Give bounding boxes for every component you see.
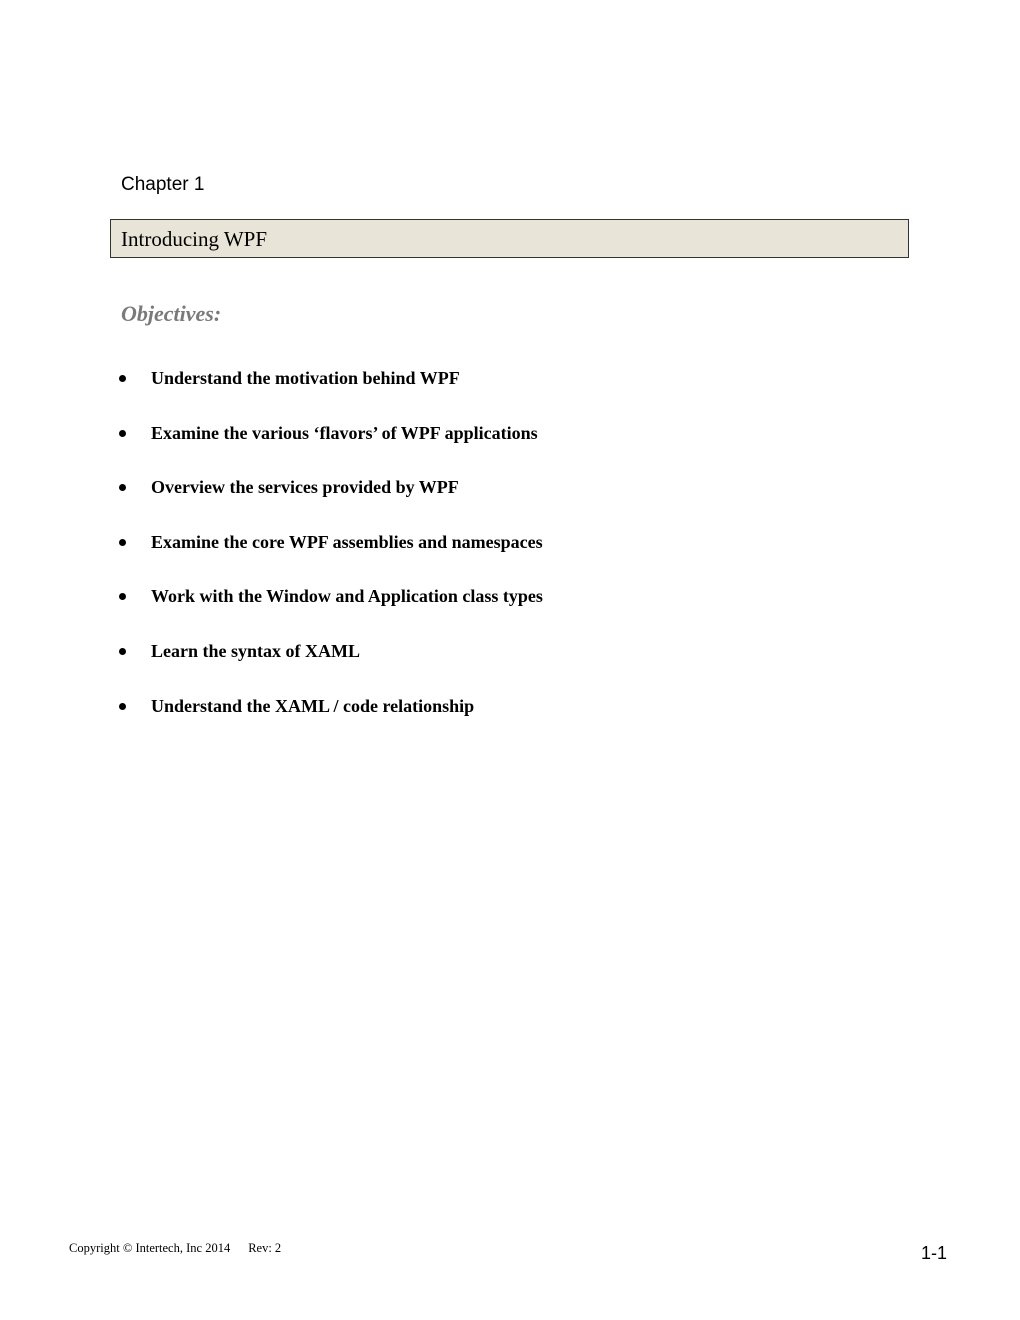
objective-text: Understand the motivation behind WPF [151, 368, 460, 388]
list-item [0, 637, 1020, 692]
bullet-icon [119, 375, 126, 382]
list-item [0, 419, 1020, 474]
chapter-title-box [110, 219, 909, 258]
objective-text: Work with the Window and Application class types [151, 586, 543, 607]
objective-text: Examine the core WPF assemblies and namespaces [151, 531, 543, 552]
objectives-list [0, 364, 1020, 746]
objective-text: Overview the services provided by WPF [151, 477, 459, 498]
footer-copyright [69, 1239, 281, 1257]
list-item [0, 528, 1020, 583]
chapter-label: Chapter 1 [121, 174, 205, 195]
revision-text: Rev: 2 [248, 1241, 282, 1255]
objectives-heading: Objectives: [121, 301, 222, 326]
bullet-icon [119, 430, 126, 437]
bullet-icon [119, 593, 126, 600]
bullet-icon [119, 539, 126, 546]
objective-text: Understand the XAML / code relationship [151, 695, 475, 716]
bullet-icon [119, 484, 126, 491]
chapter-title: Introducing WPF [121, 227, 268, 251]
list-item [0, 473, 1020, 528]
bullet-icon [119, 703, 126, 710]
list-item [0, 582, 1020, 637]
list-item [0, 364, 1020, 419]
list-item [0, 692, 1020, 747]
bullet-icon [119, 648, 126, 655]
objective-text: Examine the various ‘flavors’ of WPF applications [151, 422, 538, 443]
objective-text: Learn the syntax of XAML [151, 640, 360, 661]
copyright-text: Copyright © Intertech, Inc 2014 [69, 1241, 231, 1255]
page-number: 1-1 [921, 1243, 948, 1263]
